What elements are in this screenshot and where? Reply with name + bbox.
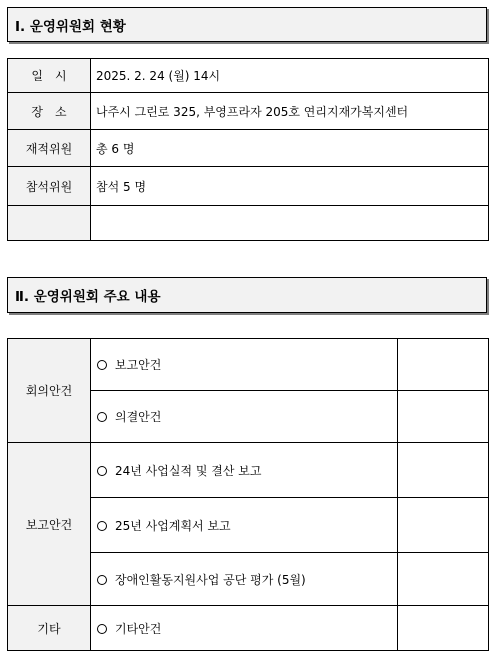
date-value: 2025. 2. 24 (월) 14시 (91, 59, 489, 93)
members-value: 총 6 명 (91, 130, 489, 167)
table-row (8, 93, 489, 130)
section2-title: Ⅱ. 운영위원회 주요 내용 (7, 277, 487, 313)
meeting-agenda-label: 회의안건 (8, 339, 91, 443)
empty-cell (398, 391, 489, 443)
status-table (7, 58, 489, 241)
list-item: 기타안건 (91, 606, 398, 651)
date-label: 일 시 (8, 59, 91, 93)
place-label: 장 소 (8, 93, 91, 130)
list-item: 25년 사업계획서 보고 (91, 498, 398, 553)
table-row (8, 206, 489, 241)
empty-cell (398, 339, 489, 391)
empty-cell (398, 443, 489, 498)
place-value: 나주시 그린로 325, 부영프라자 205호 연리지재가복지센터 (91, 93, 489, 130)
report-agenda-label: 보고안건 (8, 443, 91, 606)
list-item: 24년 사업실적 및 결산 보고 (91, 443, 398, 498)
empty-label (8, 206, 91, 241)
empty-cell (398, 606, 489, 651)
other-label: 기타 (8, 606, 91, 651)
circle-bullet-icon (97, 521, 107, 531)
list-item: 장애인활동지원사업 공단 평가 (5월) (91, 553, 398, 606)
circle-bullet-icon (97, 412, 107, 422)
attendees-label: 참석위원 (8, 167, 91, 206)
table-row (8, 606, 489, 651)
empty-value (91, 206, 489, 241)
table-row (8, 130, 489, 167)
circle-bullet-icon (97, 624, 107, 634)
section1-title: Ⅰ. 운영위원회 현황 (7, 7, 487, 42)
list-item: 의결안건 (91, 391, 398, 443)
circle-bullet-icon (97, 360, 107, 370)
circle-bullet-icon (97, 575, 107, 585)
content-table (7, 338, 489, 651)
empty-cell (398, 553, 489, 606)
table-row (8, 443, 489, 498)
table-row (8, 339, 489, 391)
members-label: 재적위원 (8, 130, 91, 167)
attendees-value: 참석 5 명 (91, 167, 489, 206)
table-row (8, 167, 489, 206)
table-row (8, 59, 489, 93)
list-item: 보고안건 (91, 339, 398, 391)
empty-cell (398, 498, 489, 553)
circle-bullet-icon (97, 466, 107, 476)
